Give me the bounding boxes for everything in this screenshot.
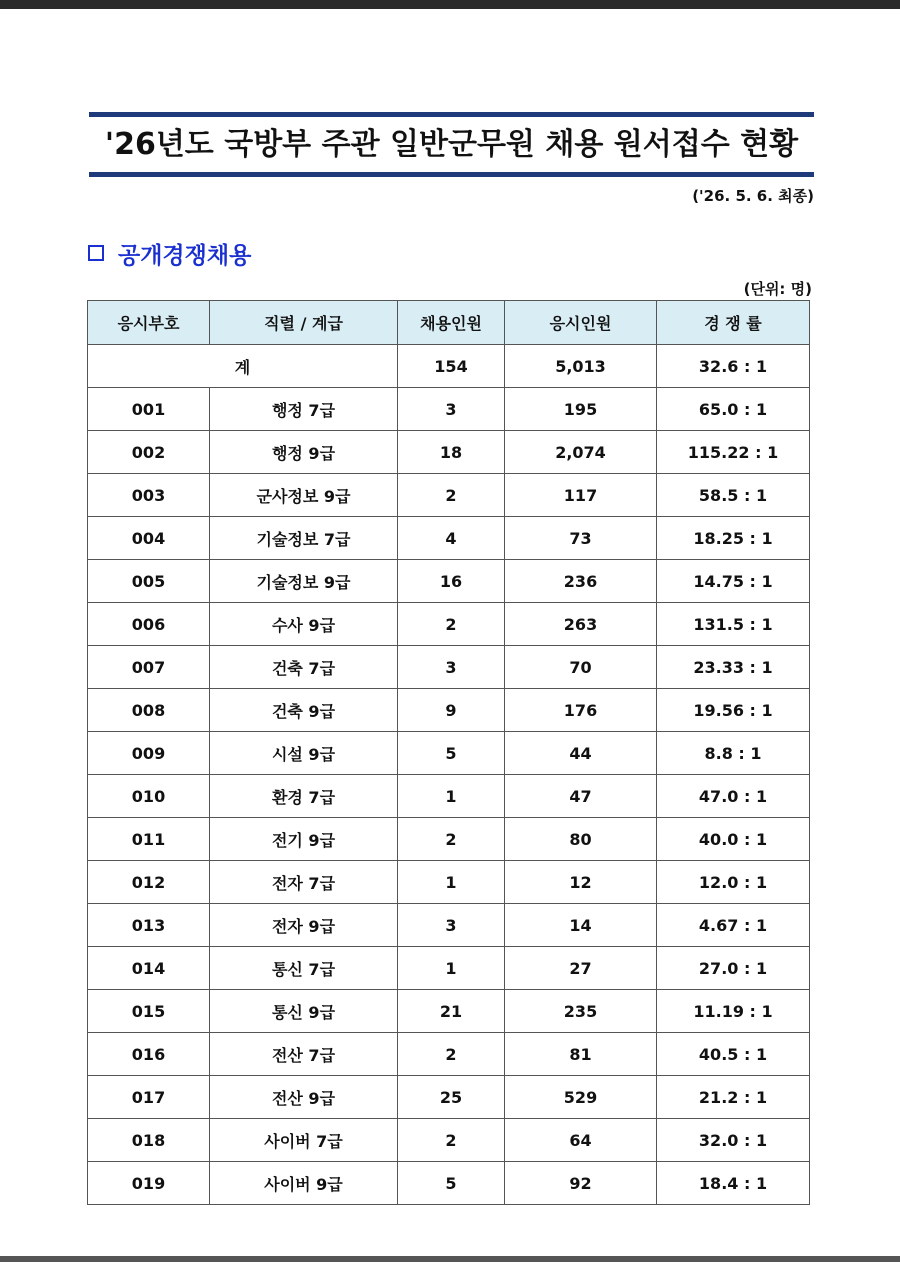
row-job: 통신 7급 (210, 947, 398, 990)
recruitment-table (87, 300, 810, 1205)
row-code: 011 (88, 818, 210, 861)
row-hire: 1 (398, 775, 505, 818)
row-ratio: 11.19 : 1 (657, 990, 810, 1033)
row-job: 수사 9급 (210, 603, 398, 646)
row-code: 010 (88, 775, 210, 818)
table-row (88, 689, 810, 732)
row-code: 006 (88, 603, 210, 646)
header-hire: 채용인원 (398, 301, 505, 345)
row-job: 전산 7급 (210, 1033, 398, 1076)
title-rule-bottom (89, 172, 814, 177)
row-ratio: 19.56 : 1 (657, 689, 810, 732)
row-applicants: 47 (505, 775, 657, 818)
row-applicants: 81 (505, 1033, 657, 1076)
row-ratio: 65.0 : 1 (657, 388, 810, 431)
table-row (88, 474, 810, 517)
row-applicants: 529 (505, 1076, 657, 1119)
row-ratio: 14.75 : 1 (657, 560, 810, 603)
row-job: 전기 9급 (210, 818, 398, 861)
row-job: 환경 7급 (210, 775, 398, 818)
row-hire: 1 (398, 861, 505, 904)
row-job: 전자 9급 (210, 904, 398, 947)
row-hire: 5 (398, 1162, 505, 1205)
table-row (88, 861, 810, 904)
row-code: 014 (88, 947, 210, 990)
row-hire: 2 (398, 603, 505, 646)
row-ratio: 32.0 : 1 (657, 1119, 810, 1162)
table-header-row (88, 301, 810, 345)
row-code: 007 (88, 646, 210, 689)
row-job: 건축 7급 (210, 646, 398, 689)
row-ratio: 18.4 : 1 (657, 1162, 810, 1205)
total-ratio: 32.6 : 1 (657, 345, 810, 388)
row-ratio: 8.8 : 1 (657, 732, 810, 775)
table-row (88, 990, 810, 1033)
total-hire: 154 (398, 345, 505, 388)
row-ratio: 23.33 : 1 (657, 646, 810, 689)
row-applicants: 195 (505, 388, 657, 431)
table-row (88, 603, 810, 646)
row-hire: 1 (398, 947, 505, 990)
table-row (88, 560, 810, 603)
row-code: 015 (88, 990, 210, 1033)
header-job: 직렬 / 계급 (210, 301, 398, 345)
row-code: 017 (88, 1076, 210, 1119)
header-ratio: 경 쟁 률 (657, 301, 810, 345)
row-ratio: 4.67 : 1 (657, 904, 810, 947)
row-job: 사이버 9급 (210, 1162, 398, 1205)
row-code: 001 (88, 388, 210, 431)
row-code: 016 (88, 1033, 210, 1076)
checkbox-square-icon (88, 245, 104, 261)
row-applicants: 64 (505, 1119, 657, 1162)
row-hire: 9 (398, 689, 505, 732)
row-applicants: 80 (505, 818, 657, 861)
row-applicants: 117 (505, 474, 657, 517)
row-hire: 18 (398, 431, 505, 474)
table-row (88, 1119, 810, 1162)
row-ratio: 115.22 : 1 (657, 431, 810, 474)
row-hire: 2 (398, 1119, 505, 1162)
title-rule-top (89, 112, 814, 117)
row-code: 012 (88, 861, 210, 904)
header-code: 응시부호 (88, 301, 210, 345)
row-hire: 2 (398, 818, 505, 861)
row-code: 013 (88, 904, 210, 947)
header-applicants: 응시인원 (505, 301, 657, 345)
table-row (88, 775, 810, 818)
row-code: 003 (88, 474, 210, 517)
row-applicants: 92 (505, 1162, 657, 1205)
row-applicants: 44 (505, 732, 657, 775)
table-row (88, 947, 810, 990)
page-title: '26년도 국방부 주관 일반군무원 채용 원서접수 현황 (104, 127, 799, 162)
row-ratio: 131.5 : 1 (657, 603, 810, 646)
total-applicants: 5,013 (505, 345, 657, 388)
row-code: 008 (88, 689, 210, 732)
row-job: 건축 9급 (210, 689, 398, 732)
row-job: 시설 9급 (210, 732, 398, 775)
row-job: 사이버 7급 (210, 1119, 398, 1162)
table-row (88, 517, 810, 560)
row-code: 002 (88, 431, 210, 474)
row-job: 군사정보 9급 (210, 474, 398, 517)
row-job: 기술정보 9급 (210, 560, 398, 603)
bottom-bar (0, 1256, 900, 1262)
total-row (88, 345, 810, 388)
row-hire: 2 (398, 474, 505, 517)
row-job: 행정 9급 (210, 431, 398, 474)
row-applicants: 236 (505, 560, 657, 603)
row-ratio: 21.2 : 1 (657, 1076, 810, 1119)
section-heading (88, 236, 251, 270)
row-hire: 4 (398, 517, 505, 560)
row-code: 005 (88, 560, 210, 603)
row-code: 004 (88, 517, 210, 560)
row-ratio: 18.25 : 1 (657, 517, 810, 560)
row-job: 기술정보 7급 (210, 517, 398, 560)
row-ratio: 40.5 : 1 (657, 1033, 810, 1076)
row-code: 018 (88, 1119, 210, 1162)
table-row (88, 646, 810, 689)
date-note: ('26. 5. 6. 최종) (692, 187, 814, 205)
row-ratio: 58.5 : 1 (657, 474, 810, 517)
row-job: 전산 9급 (210, 1076, 398, 1119)
row-code: 019 (88, 1162, 210, 1205)
row-ratio: 12.0 : 1 (657, 861, 810, 904)
row-hire: 16 (398, 560, 505, 603)
section-label: 공개경쟁채용 (118, 242, 252, 269)
row-job: 행정 7급 (210, 388, 398, 431)
row-applicants: 12 (505, 861, 657, 904)
row-applicants: 235 (505, 990, 657, 1033)
table-row (88, 904, 810, 947)
row-applicants: 27 (505, 947, 657, 990)
row-hire: 25 (398, 1076, 505, 1119)
row-job: 전자 7급 (210, 861, 398, 904)
row-ratio: 27.0 : 1 (657, 947, 810, 990)
unit-note: (단위: 명) (743, 280, 812, 298)
row-ratio: 40.0 : 1 (657, 818, 810, 861)
table-row (88, 1076, 810, 1119)
row-hire: 21 (398, 990, 505, 1033)
row-hire: 5 (398, 732, 505, 775)
table-row (88, 388, 810, 431)
row-applicants: 14 (505, 904, 657, 947)
table-row (88, 1162, 810, 1205)
row-ratio: 47.0 : 1 (657, 775, 810, 818)
table-row (88, 1033, 810, 1076)
table-row (88, 431, 810, 474)
top-bar (0, 0, 900, 9)
row-applicants: 176 (505, 689, 657, 732)
table-row (88, 818, 810, 861)
row-hire: 3 (398, 388, 505, 431)
row-applicants: 70 (505, 646, 657, 689)
row-applicants: 73 (505, 517, 657, 560)
table-row (88, 732, 810, 775)
row-applicants: 2,074 (505, 431, 657, 474)
row-hire: 3 (398, 904, 505, 947)
row-code: 009 (88, 732, 210, 775)
total-label: 계 (88, 345, 398, 388)
row-applicants: 263 (505, 603, 657, 646)
row-job: 통신 9급 (210, 990, 398, 1033)
row-hire: 3 (398, 646, 505, 689)
row-hire: 2 (398, 1033, 505, 1076)
